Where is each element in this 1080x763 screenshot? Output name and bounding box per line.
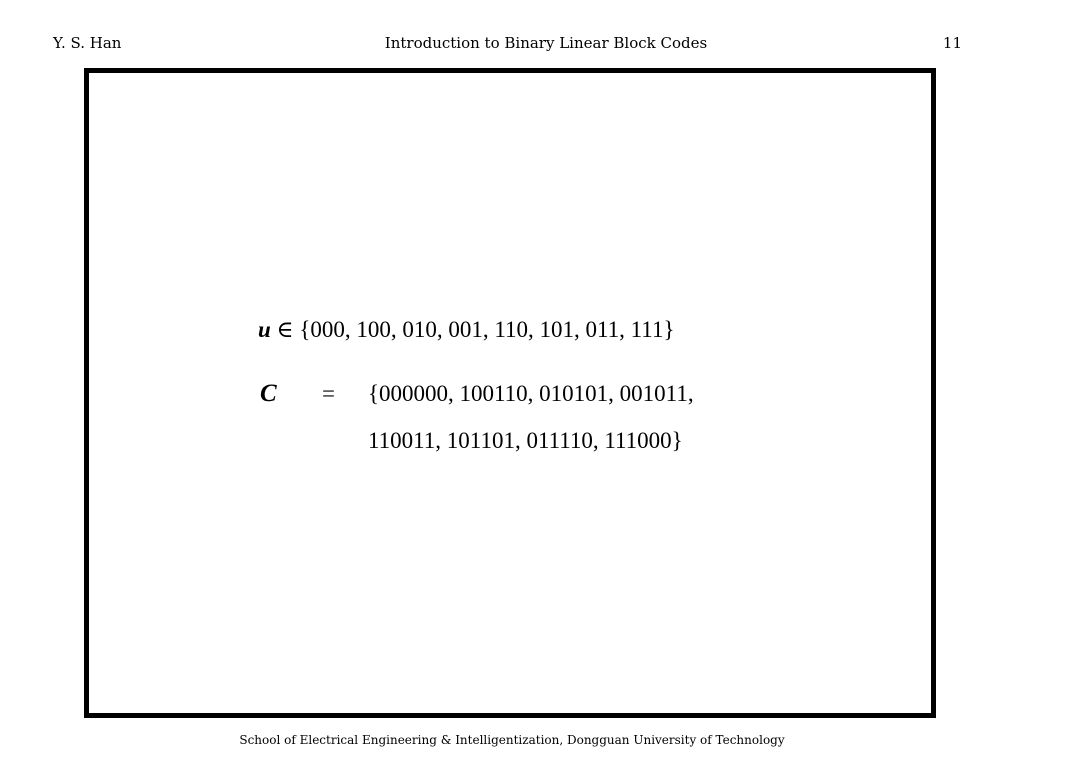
- page-number: 11: [942, 34, 962, 52]
- footer-affiliation: School of Electrical Engineering & Intelligentization, Dongguan University of Technology: [239, 733, 785, 747]
- code-set-line-2: 110011, 101101, 011110, 111000}: [368, 428, 683, 453]
- header-title: Introduction to Binary Linear Block Codes: [384, 34, 708, 52]
- header-author: Y. S. Han: [53, 34, 122, 52]
- message-set-equation: [258, 316, 675, 344]
- code-set-line-1: {000000, 100110, 010101, 001011,: [368, 381, 694, 406]
- element-of-symbol: ∈: [276, 317, 294, 342]
- message-set-values: {000, 100, 010, 001, 110, 101, 011, 111}: [299, 317, 675, 342]
- message-variable: u: [258, 317, 271, 342]
- equals-symbol: =: [322, 381, 335, 406]
- code-variable: C: [260, 380, 277, 407]
